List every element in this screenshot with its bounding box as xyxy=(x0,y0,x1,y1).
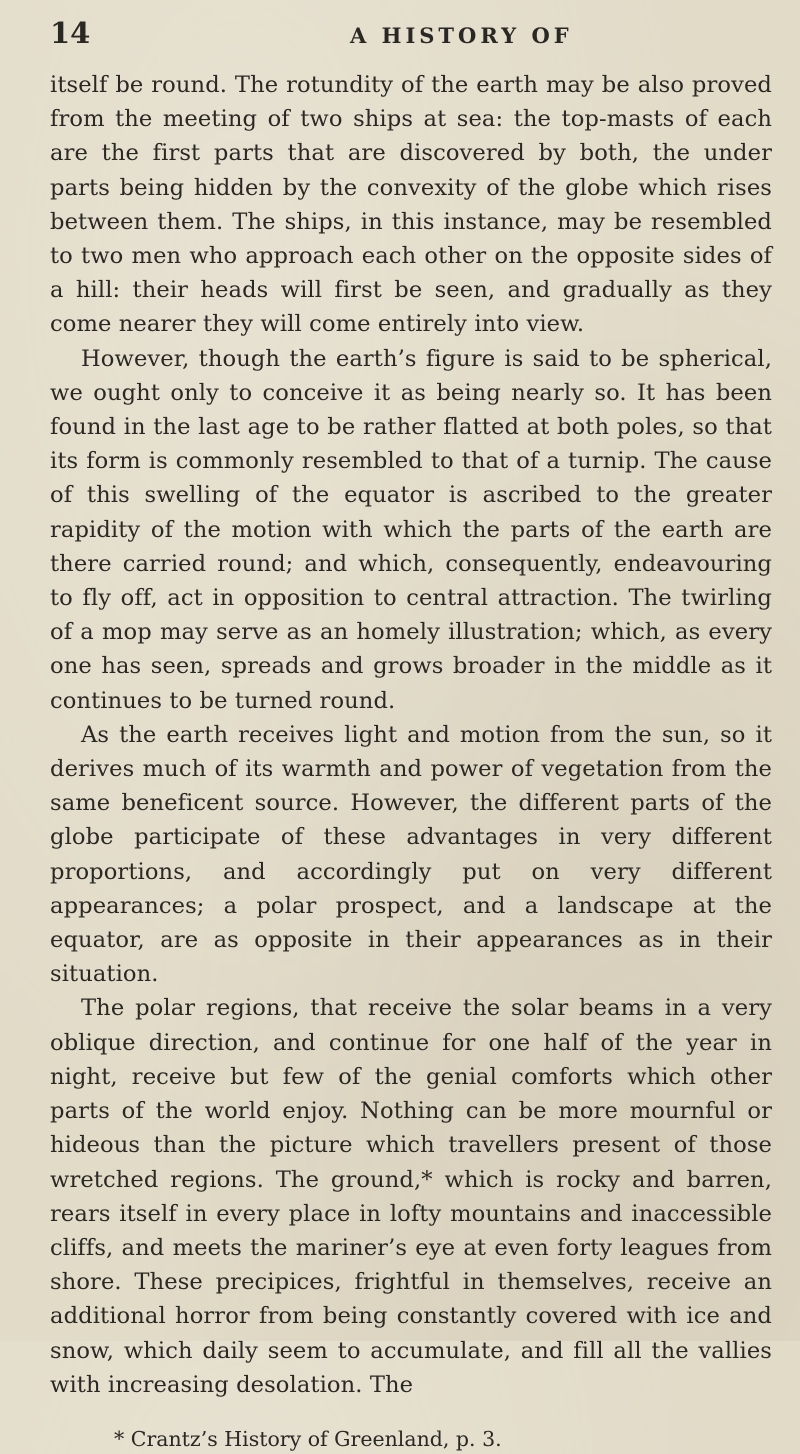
paragraph-figure-of-earth: However, though the earth’s figure is said to be spherical, we ought only to conceive it as being nearly so. It has been found in the last age to be rather flatted at both poles, so that its form is commonly resembled to that of a turnip. The cause of this swelling of the equator is ascribed to the greater rapidity of the motion with which the parts of the earth are there carried round; and which, consequently, endeavouring to fly off, act in opposition to central attraction. The twirling of a mop may serve as an homely illustration; which, as every one has seen, spreads and grows broader in the middle as it continues to be turned round. xyxy=(50,345,772,714)
book-page xyxy=(50,16,772,1454)
running-head: A HISTORY OF xyxy=(350,23,573,48)
page-header xyxy=(50,16,772,64)
footnote: * Crantz’s History of Greenland, p. 3. xyxy=(114,1426,502,1451)
paragraph-sun-warmth: As the earth receives light and motion from the sun, so it derives much of its warmth and power of vegetation from the same beneficent source. However, the different parts of the globe participate of these advantages in very different proportions, and accordingly put on very different appearances; a polar prospect, and a landscape at the equator, are as opposite in their appearances as in their situation. xyxy=(50,721,772,988)
paragraph-continued: itself be round. The rotundity of the earth may be also proved from the meeting of two ships at sea: the top-masts of each are the first parts that are discovered by both, the under parts being hidden by the convexity of the globe which rises between them. The ships, in this instance, may be resembled to two men who approach each other on the opposite sides of a hill: their heads will first be seen, and gradually as they come nearer they will come entirely into view. xyxy=(50,72,772,338)
body-text xyxy=(50,68,772,1402)
paragraph-polar-regions: The polar regions, that receive the solar beams in a very oblique direction, and continue for one half of the year in night, receive but few of the genial comforts which other parts of the world enjoy. Nothing can be more mournful or hideous than the picture which travellers present of those wretched regions. The ground,* which is rocky and barren, rears itself in every place in lofty mountains and inaccessible cliffs, and meets the mariner’s eye at even forty leagues from shore. These precipices, frightful in themselves, receive an additional horror from being constantly covered with ice and snow, which daily seem to accumulate, and fill all the vallies with increasing desolation. The xyxy=(50,995,772,1398)
page-number: 14 xyxy=(50,16,91,50)
